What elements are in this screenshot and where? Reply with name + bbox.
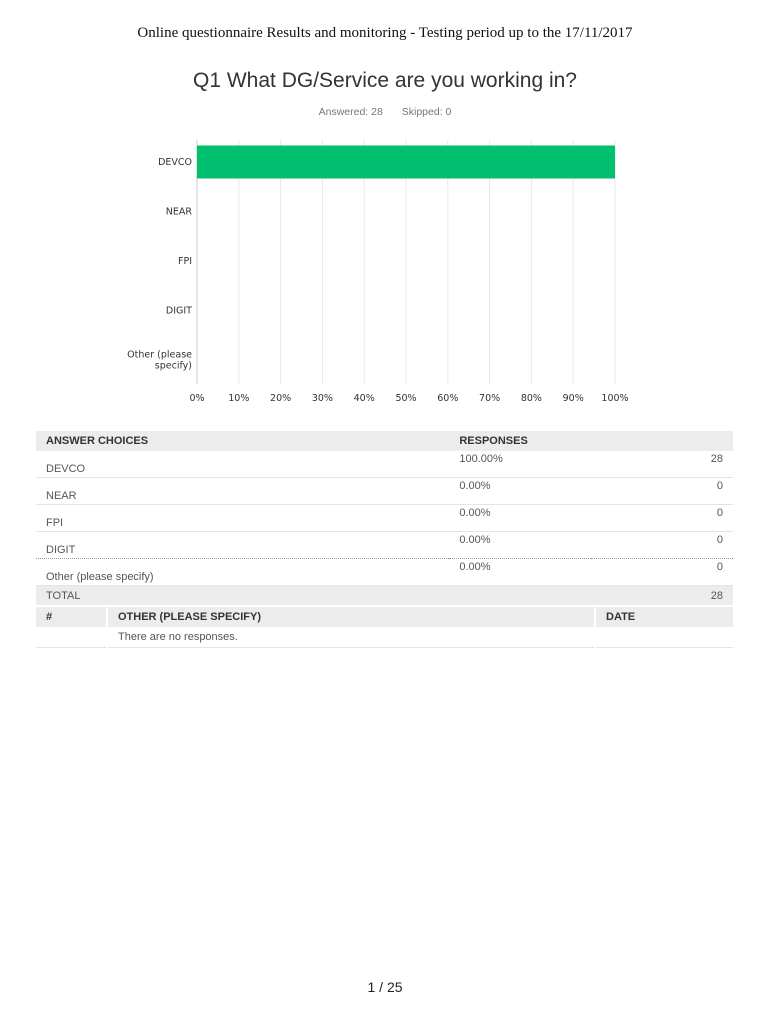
- other-responses-table: [36, 607, 733, 648]
- results-table: [36, 431, 733, 605]
- table-row: [36, 505, 733, 532]
- x-tick-label: 50%: [395, 393, 417, 404]
- total-count: 28: [591, 586, 733, 606]
- table-row: [36, 559, 733, 586]
- response-count: 0: [591, 532, 733, 559]
- choice-label: DEVCO: [36, 451, 449, 478]
- table-row: [36, 451, 733, 478]
- choice-label: Other (please specify): [36, 559, 449, 586]
- choice-label: DIGIT: [36, 532, 449, 559]
- y-category-label: [127, 350, 192, 372]
- header-number: #: [36, 607, 107, 627]
- x-tick-label: 90%: [562, 393, 584, 404]
- x-tick-label: 40%: [353, 393, 375, 404]
- x-tick-label: 100%: [601, 393, 629, 404]
- response-percent: 0.00%: [449, 505, 591, 532]
- response-percent: 0.00%: [449, 532, 591, 559]
- x-tick-label: 60%: [437, 393, 459, 404]
- category-label-line: NEAR: [165, 206, 192, 218]
- response-percent: 0.00%: [449, 559, 591, 586]
- table-row: [36, 532, 733, 559]
- x-tick-label: 0%: [189, 393, 205, 404]
- response-count: 0: [591, 505, 733, 532]
- response-percent: 100.00%: [449, 451, 591, 478]
- x-tick-label: 70%: [479, 393, 501, 404]
- choice-label: FPI: [36, 505, 449, 532]
- document-header: Online questionnaire Results and monitoring - Testing period up to the 17/11/2017: [137, 25, 633, 41]
- results-header-row: [36, 431, 733, 451]
- x-tick-label: 20%: [270, 393, 292, 404]
- header-responses: RESPONSES: [449, 431, 733, 451]
- bar: [197, 146, 615, 179]
- header-other-specify: OTHER (PLEASE SPECIFY): [107, 607, 595, 627]
- question-title: Q1 What DG/Service are you working in?: [193, 69, 577, 92]
- skipped-count: Skipped: 0: [401, 106, 452, 118]
- bar-chart: [0, 136, 770, 416]
- total-label: TOTAL: [36, 586, 449, 606]
- header-date: DATE: [595, 607, 733, 627]
- category-label-line: Other (please: [127, 349, 192, 361]
- other-header-row: [36, 607, 733, 627]
- header-answer-choices: ANSWER CHOICES: [36, 431, 449, 451]
- response-count: 28: [591, 451, 733, 478]
- y-category-label: [158, 157, 192, 168]
- category-label-line: specify): [154, 360, 192, 372]
- x-tick-label: 30%: [311, 393, 333, 404]
- y-category-label: [166, 306, 192, 317]
- response-stats: [0, 106, 770, 118]
- y-category-label: [166, 207, 193, 218]
- response-percent: 0.00%: [449, 478, 591, 505]
- answered-count: Answered: 28: [318, 106, 383, 118]
- category-label-line: DEVCO: [158, 157, 192, 168]
- y-category-label: [178, 256, 192, 267]
- x-tick-label: 80%: [520, 393, 542, 404]
- response-count: 0: [591, 478, 733, 505]
- total-row: [36, 586, 733, 606]
- response-count: 0: [591, 559, 733, 586]
- category-label-line: DIGIT: [165, 305, 192, 317]
- choice-label: NEAR: [36, 478, 449, 505]
- table-row: [36, 478, 733, 505]
- category-label-line: FPI: [178, 256, 192, 267]
- table-row: [36, 627, 733, 648]
- page-number: 1 / 25: [367, 979, 403, 995]
- x-tick-label: 10%: [228, 393, 250, 404]
- total-spacer: [449, 586, 591, 606]
- no-responses-message: There are no responses.: [107, 627, 595, 648]
- row-number: [36, 627, 107, 648]
- row-date: [595, 627, 733, 648]
